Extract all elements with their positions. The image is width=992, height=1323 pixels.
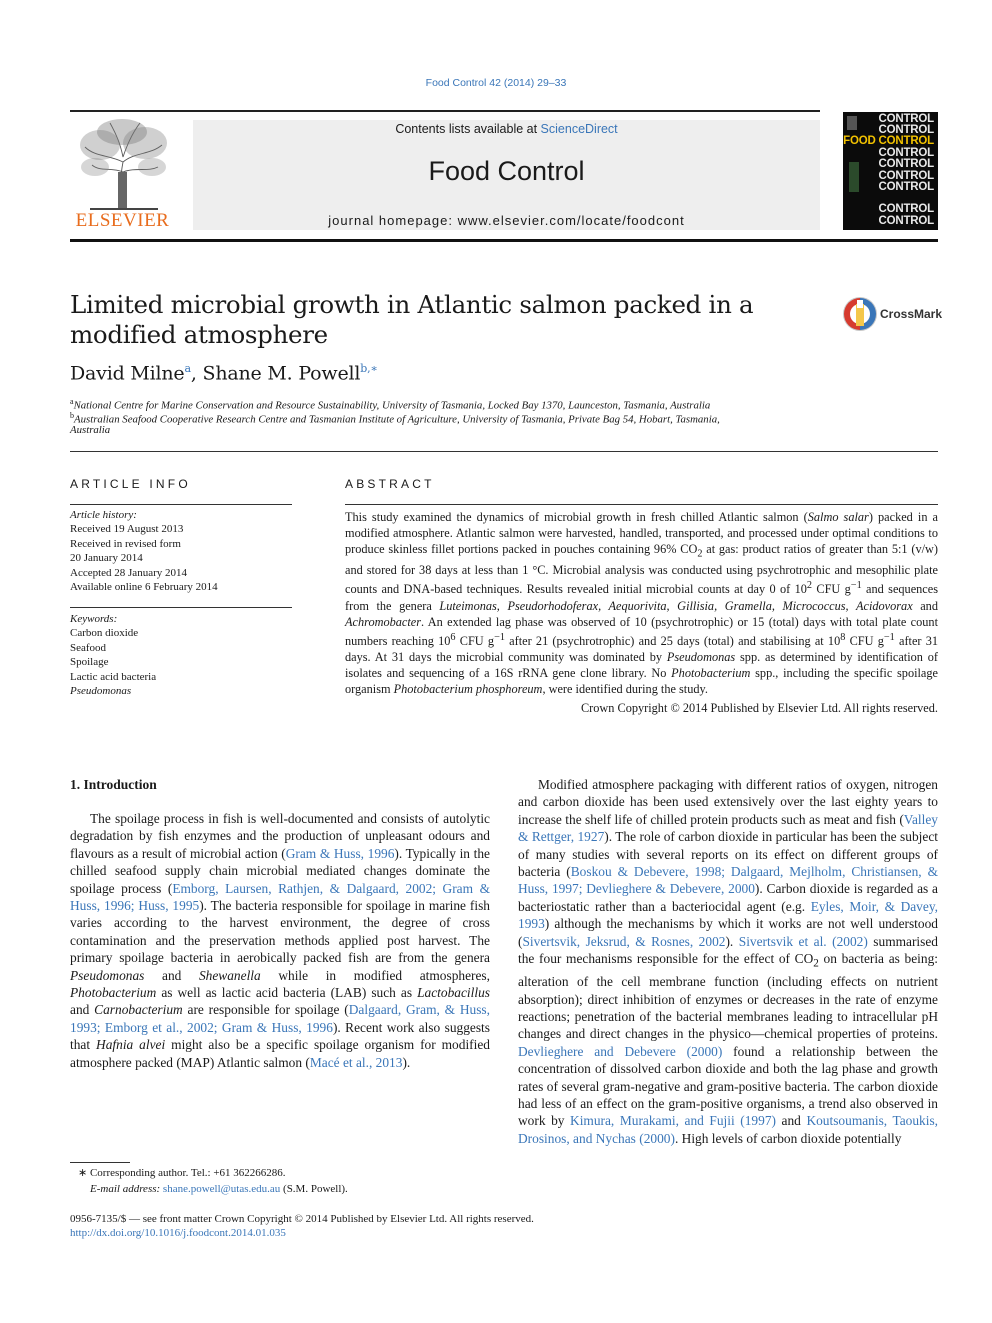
text-run: while in modified atmospheres, xyxy=(260,967,490,983)
abstract-run: spp. as determined by identification of isolates and sequencing of a 16S rRNA gene clone library. No xyxy=(345,649,938,680)
email-note xyxy=(90,1181,348,1197)
text-run: as well as lactic acid bacteria (LAB) such as xyxy=(156,985,418,1001)
text-run: ). Carbon dioxide is regarded as a bacteriostatic rather than a bacteriocidal agent (e.g. xyxy=(518,881,938,914)
genus-name: Carnobacterium xyxy=(94,1002,183,1018)
abstract-run: Pseudomonas xyxy=(666,649,736,664)
text-run: ) although the mechanisms by which it works are not well understood ( xyxy=(518,916,938,949)
text-run: ). The bacteria responsible for spoilage in marine fish varies according to the harvest environment, the degree of cross contamination and the preservation methods applied post harvest. The primary spoilage bacteria in aerobically packed fish are from the genera xyxy=(70,898,490,966)
contents-prefix: Contents lists available at xyxy=(395,122,541,136)
citation-link[interactable]: Emborg, Laursen, Rathjen, & Dalgaard, 2002; Gram & Huss, 1996; Huss, 1995 xyxy=(70,880,490,914)
text-run: and xyxy=(70,1002,95,1018)
citation-link[interactable]: Sivertsvik, Jeksrud, & Rosnes, 2002 xyxy=(522,933,726,949)
text-run: summarised the four mechanisms responsible for the effect of CO xyxy=(518,933,939,967)
text-run: ). Typically in the chilled seafood supply chain microbial mediated changes dominate the spoilage process ( xyxy=(70,845,490,896)
journal-cover-image[interactable] xyxy=(843,112,938,230)
genus-name: Pseudomonas xyxy=(70,967,145,983)
abstract-run: Photobacterium xyxy=(671,665,751,680)
abstract-run: spp., including the specific spoilage organism xyxy=(345,665,938,696)
abstract-run: . An extended lag phase was observed of 10 (psychrotrophic) or 15 (total) days with total plate count numbers reaching 10 xyxy=(345,614,938,648)
keywords xyxy=(70,612,300,698)
abstract-run: after 31 days. At 31 days the microbial community was dominated by xyxy=(345,633,939,664)
abstract-run: 8 xyxy=(840,631,846,643)
abstract-run: −1 xyxy=(850,580,862,592)
abstract-run: −1 xyxy=(883,631,895,643)
author-name[interactable]: Shane M. Powell xyxy=(202,362,361,385)
abstract-run: at gas: product ratios of greater than 5:1 (v/w) and stored for 38 days at less than 1 °C. Microbial analysis was conducted using psychrotrophic and mesophilic plate counts and DNA-based techniques. Results revealed initial microbial counts at day 0 of 10 xyxy=(345,542,938,597)
section-heading-introduction: 1. Introduction xyxy=(70,777,157,792)
text-run: Modified atmosphere packaging with different ratios of oxygen, nitrogen and carbon dioxide has been used extensively over the last eighty years to increase the shelf life of chilled protein products such as meat and fish ( xyxy=(518,777,938,827)
journal-name: Food Control xyxy=(428,156,585,186)
abstract-run: ) packed in a modified atmosphere. Atlantic salmon were harvested, handled, transported, and processed under optimal conditions to produce skinless fillet portions packed in pouches containing 96% CO xyxy=(345,510,938,556)
article-history xyxy=(70,508,300,594)
abstract-run: , were identified during the study. xyxy=(542,681,708,696)
affiliation-text: Australian Seafood Cooperative Research Centre and Tasmanian Institute of Agriculture, University of Tasmania, Private Bag 54, Hobart, Tasmania, xyxy=(74,413,720,426)
history-item: Available online 6 February 2014 xyxy=(70,581,218,594)
abstract-run: −1 xyxy=(494,631,505,643)
header-rule xyxy=(70,239,938,242)
keyword: Seafood xyxy=(70,641,107,654)
keyword: Lactic acid bacteria xyxy=(70,670,157,683)
abstract-run: 2 xyxy=(806,580,813,592)
cover-line: CONTROL xyxy=(878,113,934,125)
abstract-run: 6 xyxy=(450,631,456,643)
text-run: . High levels of carbon dioxide potentially xyxy=(674,1130,902,1146)
author-list xyxy=(70,362,378,384)
citation-link[interactable]: Gram & Huss, 1996 xyxy=(285,845,395,861)
issn-line: 0956-7135/$ — see front matter Crown Copyright © 2014 Published by Elsevier Ltd. All rights reserved. xyxy=(70,1213,534,1225)
citation-link[interactable]: Dalgaard, Gram, & Huss, 1993; Emborg et al., 2002; Gram & Huss, 1996 xyxy=(70,1002,490,1035)
citation-link[interactable]: Boskou & Debevere, 1998; Dalgaard, Mejlholm, Christiansen, & Huss, 1997; Devlieghere & Debevere, 2000 xyxy=(518,864,938,897)
elsevier-wordmark: ELSEVIER xyxy=(75,210,170,231)
abstract-run: CFU g xyxy=(455,633,495,648)
keywords-label: Keywords: xyxy=(70,613,118,625)
affiliation-text: National Centre for Marine Conservation and Resource Sustainability, University of Tasmania, Locked Bay 1370, Launceston, Tasmania, Australia xyxy=(73,399,711,412)
cover-line: CONTROL xyxy=(878,158,934,170)
text-run: are responsible for spoilage ( xyxy=(182,1002,349,1018)
sciencedirect-link[interactable]: ScienceDirect xyxy=(540,122,618,136)
citation-link[interactable]: Devlieghere and Debevere (2000) xyxy=(518,1043,723,1059)
crossmark-label: CrossMark xyxy=(880,307,943,321)
cover-line: CONTROL xyxy=(878,170,934,182)
abstract-rule xyxy=(345,504,938,505)
text-run: ). xyxy=(725,933,739,949)
affiliation-marker: b xyxy=(70,411,74,420)
species-name: Hafnia alvei xyxy=(96,1037,166,1053)
citation-link[interactable]: Sivertsvik et al. (2002) xyxy=(738,933,868,949)
crossmark-icon xyxy=(842,296,878,332)
abstract-run: Photobacterium phosphoreum xyxy=(393,681,543,696)
affiliation-continued: Australia xyxy=(70,424,111,436)
text-run: on bacteria as being: alteration of the cell membrane function (including effects on nutrient absorption); direct inhibition of enzymes or decreases in the rate of enzyme reactions; penetration of the bacterial membranes leading to intracellular pH changes and direct changes in the physico—chemical properties of proteins. xyxy=(518,951,938,1042)
keyword: Carbon dioxide xyxy=(70,627,139,640)
abstract-run: Achromobacter xyxy=(345,614,422,629)
abstract-run: and sequences from the genera xyxy=(345,582,939,613)
history-item: Accepted 28 January 2014 xyxy=(70,566,187,579)
affiliation-marker: a xyxy=(70,397,74,406)
affiliation-rule xyxy=(70,451,938,452)
article-info-rule xyxy=(70,504,292,505)
keywords-rule xyxy=(70,607,292,608)
cover-line: CONTROL xyxy=(878,124,934,136)
abstract-heading: ABSTRACT xyxy=(345,477,435,491)
citation-link[interactable]: Eyles, Moir, & Davey, 1993 xyxy=(518,898,938,932)
subscript: 2 xyxy=(813,957,819,970)
abstract-run: after 21 (psychrotrophic) and 25 days (total) and stabilising at 10 xyxy=(504,633,841,648)
elsevier-logo[interactable] xyxy=(70,117,175,232)
tree-icon xyxy=(70,117,175,212)
abstract-run: and xyxy=(912,598,938,613)
history-label: Article history: xyxy=(70,509,137,521)
cover-decoration xyxy=(849,162,859,192)
text-run: found a relationship between the concentration of dissolved carbon dioxide and both the lag phase and growth rates of several gram-negative and gram-positive bacteria. The carbon dioxide had less of an effect on the gram-positive organisms, a trend also observed in work by xyxy=(518,1043,938,1129)
cover-emblem xyxy=(847,116,857,130)
history-item: Received 19 August 2013 xyxy=(70,523,184,536)
genus-name: Lactobacillus xyxy=(417,985,490,1001)
abstract-text xyxy=(345,509,938,697)
cover-line: CONTROL xyxy=(878,147,934,159)
text-run: ). xyxy=(402,1054,411,1070)
corresponding-author-note: ∗ Corresponding author. Tel.: +61 362266286. xyxy=(78,1167,286,1179)
text-run: and xyxy=(775,1113,807,1129)
text-run: ). Recent work also suggests that xyxy=(70,1019,490,1053)
author-separator: , xyxy=(190,362,203,385)
abstract-run: CFU g xyxy=(845,633,884,648)
citation-link[interactable]: Macé et al., 2013 xyxy=(309,1054,403,1070)
cover-line: CONTROL xyxy=(878,203,934,215)
email-label: E-mail address: xyxy=(90,1183,163,1195)
citation-link[interactable]: Valley & Rettger, 1927 xyxy=(518,811,938,845)
abstract-run: Luteimonas, Pseudorhodoferax, Aequorivita, Gillisia, Gramella, Micrococcus, Acidovorax xyxy=(439,598,913,613)
doi-link[interactable]: http://dx.doi.org/10.1016/j.foodcont.2014.01.035 xyxy=(70,1227,286,1239)
abstract-run: 2 xyxy=(697,548,703,560)
intro-paragraph-right xyxy=(518,776,938,1147)
cover-line: FOOD CONTROL xyxy=(843,135,934,147)
abstract-run: Salmo salar xyxy=(807,510,869,524)
history-item: Received in revised form xyxy=(70,537,181,550)
keyword: Spoilage xyxy=(70,656,109,669)
intro-paragraph-left xyxy=(70,810,490,1071)
citation-link[interactable]: Koutsoumanis, Taoukis, Drosinos, and Nychas (2000) xyxy=(518,1113,939,1146)
email-link[interactable]: shane.powell@utas.edu.au xyxy=(162,1183,281,1195)
footnote-rule xyxy=(70,1162,130,1163)
citation-link[interactable]: Kimura, Murakami, and Fujii (1997) xyxy=(570,1113,776,1129)
abstract-run: This study examined the dynamics of microbial growth in fresh chilled Atlantic salmon ( xyxy=(345,510,808,524)
text-run: and xyxy=(144,967,199,983)
journal-citation[interactable]: Food Control 42 (2014) 29–33 xyxy=(425,77,567,89)
abstract-run: CFU g xyxy=(812,582,851,597)
cover-line: CONTROL xyxy=(878,181,934,193)
article-title: Limited microbial growth in Atlantic salmon packed in a modified atmosphere xyxy=(70,290,754,349)
text-run: ). The role of carbon dioxide in particular has been the subject of many studies with several reports on its effect on different groups of bacteria ( xyxy=(518,829,938,880)
genus-name: Photobacterium xyxy=(70,985,157,1001)
article-info-heading: ARTICLE INFO xyxy=(70,477,191,491)
author-name[interactable]: David Milne xyxy=(70,362,185,385)
history-item: 20 January 2014 xyxy=(70,552,143,565)
text-run: The spoilage process in fish is well-documented and consists of autolytic degradation by fish enzymes and the production of unpleasant odours and flavours as a result of microbial action ( xyxy=(70,811,490,861)
email-suffix: (S.M. Powell). xyxy=(280,1183,348,1195)
text-run: might also be a specific spoilage organism for modified atmosphere packed (MAP) Atlantic salmon ( xyxy=(70,1037,490,1070)
keyword: Pseudomonas xyxy=(70,685,132,698)
genus-name: Shewanella xyxy=(198,967,261,983)
abstract-copyright: Crown Copyright © 2014 Published by Elsevier Ltd. All rights reserved. xyxy=(580,701,938,715)
cover-line: CONTROL xyxy=(878,215,934,227)
crossmark-badge[interactable] xyxy=(842,296,942,334)
header-top-rule xyxy=(70,110,820,112)
author-affiliation-marker[interactable]: a xyxy=(184,362,191,375)
contents-line xyxy=(193,122,820,136)
journal-homepage[interactable]: journal homepage: www.elsevier.com/locate/foodcont xyxy=(328,213,685,228)
author-affiliation-marker[interactable]: b,∗ xyxy=(360,362,378,375)
